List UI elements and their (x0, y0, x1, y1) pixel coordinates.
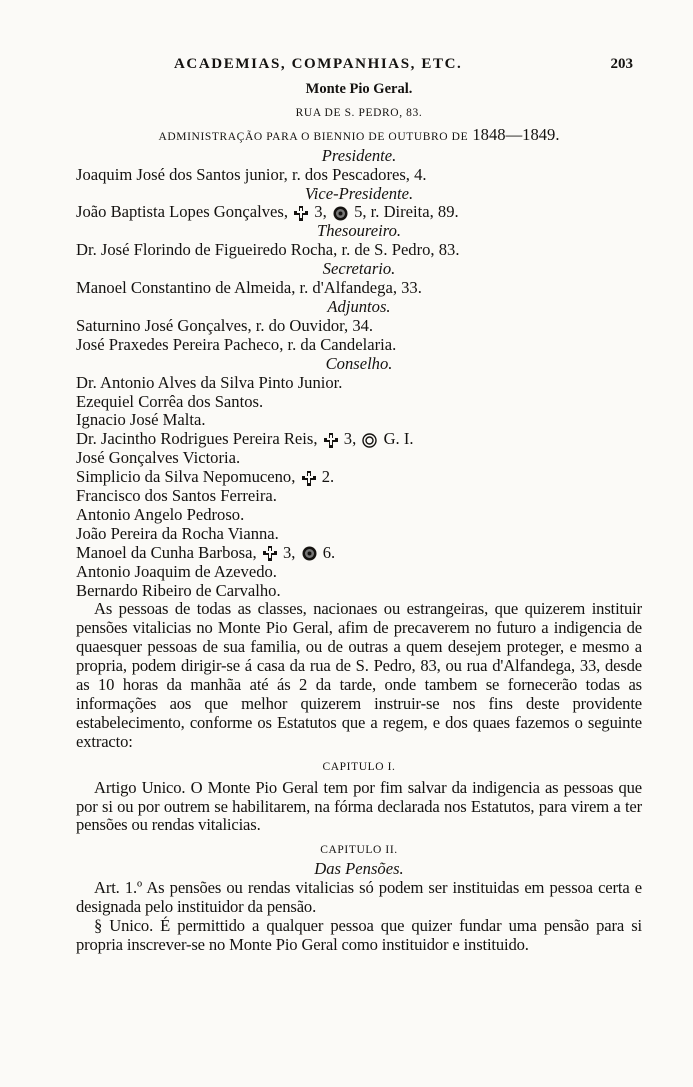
medal-icon (333, 206, 348, 221)
conselho-member: João Pereira da Rocha Vianna. (76, 523, 279, 543)
page-body (76, 80, 642, 955)
officer-presidente: Joaquim José dos Santos junior, r. dos Pescadores, 4. (76, 164, 427, 184)
officer-vice-presidente: João Baptista Lopes Gonçalves, 3, 5, r. Direita, 89. (76, 202, 459, 222)
intro-paragraph: As pessoas de todas as classes, nacionaes ou estrangeiras, que quizerem instituir pensões vitalicias no Monte Pio Geral, afim de precaverem no futuro a indigencia de quaesquer pessoas de sua familia, ou de outras a quem desejem proteger, e mesmo a propria, podem dirigir-se á casa da rua de S. Pedro, 83, ou rua d'Alfandega, 33, desde as 10 horas da manhãa até ás 2 da tarde, onde tambem se fornecerão todas as informações aos que melhor quizerem instruir-se nos fins deste providente estabelecimento, conforme os Estatutos que a regem, e dos quaes fazemos o seguinte extracto: (76, 599, 642, 751)
role-conselho: Conselho. (325, 353, 393, 373)
role-secretario: Secretario. (322, 259, 396, 279)
medal-icon (362, 433, 377, 448)
conselho-member: Ezequiel Corrêa dos Santos. (76, 391, 264, 411)
cross-of-order-icon (324, 433, 338, 448)
conselho-member: Ignacio José Malta. (76, 410, 206, 430)
administration-years: 1848—1849. (472, 124, 560, 144)
administration-label: ADMINISTRAÇÃO PARA O BIENNIO DE OUTUBRO DE (158, 130, 469, 143)
cross-of-order-icon (263, 546, 277, 561)
role-adjuntos: Adjuntos. (327, 296, 391, 316)
role-presidente: Presidente. (321, 145, 397, 165)
role-thesoureiro: Thesoureiro. (316, 221, 402, 241)
conselho-member: Antonio Joaquim de Azevedo. (76, 561, 277, 581)
administration-heading (76, 126, 642, 147)
conselho-member: Bernardo Ribeiro de Carvalho. (76, 580, 281, 600)
conselho-member: Dr. Jacintho Rodrigues Pereira Reis, 3, G. I. (76, 429, 414, 449)
conselho-member: Dr. Antonio Alves da Silva Pinto Junior. (76, 372, 343, 392)
cross-of-order-icon (302, 471, 316, 486)
conselho-member: Manoel da Cunha Barbosa, 3, 6. (76, 542, 336, 562)
chapter-2-paragraph-unico: § Unico. É permittido a qualquer pessoa que quizer fundar uma pensão para si propria inscrever-se no Monte Pio Geral como instituidor e instituido. (76, 915, 642, 954)
chapter-heading: CAPITULO II. (320, 844, 398, 857)
officer-adjunto: José Praxedes Pereira Pacheco, r. da Candelaria. (76, 334, 397, 354)
conselho-member: José Gonçalves Victoria. (76, 448, 241, 468)
conselho-member: Francisco dos Santos Ferreira. (76, 486, 277, 506)
page-number: 203 (610, 56, 633, 72)
institution-address: RUA DE S. PEDRO, 83. (295, 106, 423, 119)
role-vice-presidente: Vice-Presidente. (304, 183, 414, 203)
chapter-heading: CAPITULO I. (322, 760, 396, 773)
officer-thesoureiro: Dr. José Florindo de Figueiredo Rocha, r. de S. Pedro, 83. (76, 240, 460, 260)
officer-secretario: Manoel Constantino de Almeida, r. d'Alfandega, 33. (76, 278, 422, 298)
chapter-2-article-1: Art. 1.º As pensões ou rendas vitalicias só podem ser instituidas em pessoa certa e designada pelo instituidor da pensão. (76, 878, 642, 917)
chapter-subheading: Das Pensões. (314, 859, 404, 879)
institution-name: Monte Pio Geral. (305, 81, 413, 97)
page-header (170, 56, 633, 78)
medal-icon (302, 546, 317, 561)
conselho-member: Simplicio da Silva Nepomuceno, 2. (76, 467, 335, 487)
cross-of-order-icon (294, 206, 308, 221)
running-title: ACADEMIAS, COMPANHIAS, ETC. (174, 56, 463, 72)
chapter-1-article: Artigo Unico. O Monte Pio Geral tem por fim salvar da indigencia as pessoas que por si ou por outrem se habilitarem, na fórma declarada nos Estatutos, para virem a ter pensões ou rendas vitalicias. (76, 777, 642, 835)
officer-adjunto: Saturnino José Gonçalves, r. do Ouvidor, 34. (76, 315, 374, 335)
conselho-member: Antonio Angelo Pedroso. (76, 504, 245, 524)
